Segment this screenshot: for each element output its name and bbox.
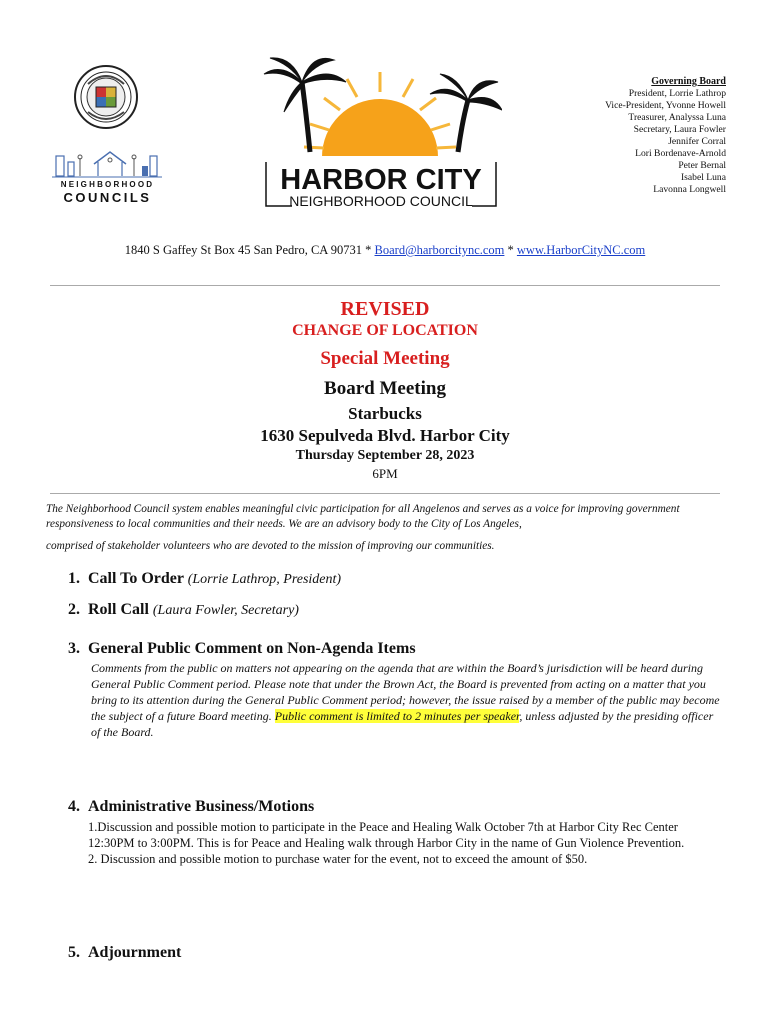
sun-icon bbox=[304, 72, 456, 157]
public-comment-body: Comments from the public on matters not appearing on the agenda that are within the Board’s jurisdiction will be heard during General Public Comment period. Please note that under the Brown Act, the Board is prevented from acting on a matter that you bring to its attention during the General Public Comment period; however, the issue raised by a member of the public may become the subject of a future Board meeting. bbox=[91, 661, 720, 723]
special-meeting-heading: Special Meeting bbox=[320, 348, 450, 369]
revised-heading: REVISED bbox=[340, 298, 430, 320]
mission-text: comprised of stakeholder volunteers who are devoted to the mission of improving our communities. bbox=[46, 540, 495, 552]
website-link[interactable]: www.HarborCityNC.com bbox=[516, 243, 646, 257]
neighborhood-councils-logo bbox=[50, 150, 165, 208]
governing-board-title: Governing Board bbox=[651, 76, 726, 87]
hc-logo-line2: NEIGHBORHOOD COUNCIL bbox=[289, 193, 473, 209]
board-meeting-heading: Board Meeting bbox=[324, 378, 446, 399]
highlighted-time-limit: Public comment is limited to 2 minutes per speaker bbox=[274, 709, 520, 723]
mission-text: The Neighborhood Council system enables meaningful civic participation for all Angelenos and serves as a voice for improving government responsiveness to local communities and their needs. We are an advisory body to the City of Los Angeles, bbox=[46, 503, 680, 530]
board-member: Vice-President, Yvonne Howell bbox=[605, 100, 726, 111]
contact-line bbox=[0, 243, 770, 258]
item-number: 1. bbox=[68, 570, 80, 587]
venue-name: Starbucks bbox=[348, 404, 422, 423]
board-member: Lavonna Longwell bbox=[653, 184, 726, 195]
hc-logo-line1: HARBOR CITY bbox=[280, 164, 482, 196]
agenda-item-4 bbox=[68, 798, 314, 816]
board-member: Secretary, Laura Fowler bbox=[633, 124, 726, 135]
divider bbox=[50, 285, 720, 286]
harbor-city-nc-logo bbox=[262, 52, 502, 212]
board-member: Peter Bernal bbox=[678, 160, 726, 171]
item-number: 2. bbox=[68, 601, 80, 618]
motions-list bbox=[88, 819, 718, 867]
venue-address: 1630 Sepulveda Blvd. Harbor City bbox=[260, 426, 510, 445]
separator: * bbox=[504, 243, 517, 257]
motion-1: 1.Discussion and possible motion to participate in the Peace and Healing Walk October 7th at Harbor City Rec Center 12:30PM to 3:00PM. This is for Peace and Healing walk through Harbor City in the name of Gun Violence Prevention. bbox=[88, 820, 685, 850]
board-member: President, Lorrie Lathrop bbox=[628, 88, 726, 99]
agenda-item-5 bbox=[68, 944, 181, 962]
motion-2: 2. Discussion and possible motion to purchase water for the event, not to exceed the amount of $50. bbox=[88, 852, 588, 866]
agenda-item-3 bbox=[68, 640, 416, 658]
agenda-item-1 bbox=[68, 570, 341, 588]
nc-logo-line1: NEIGHBORHOOD bbox=[60, 180, 155, 189]
item-title: Administrative Business/Motions bbox=[88, 798, 315, 815]
item-presenter: (Laura Fowler, Secretary) bbox=[152, 603, 299, 618]
item-title: Roll Call bbox=[88, 601, 149, 618]
mission-statement bbox=[46, 502, 726, 554]
board-member: Isabel Luna bbox=[680, 172, 726, 183]
houses-icon bbox=[50, 150, 165, 180]
item-title: General Public Comment on Non-Agenda Items bbox=[88, 640, 416, 657]
item-title: Adjournment bbox=[88, 944, 182, 961]
change-of-location-heading: CHANGE OF LOCATION bbox=[292, 322, 478, 339]
governing-board bbox=[605, 76, 726, 196]
email-link[interactable]: Board@harborcitync.com bbox=[374, 243, 505, 257]
item-title: Call To Order bbox=[88, 570, 184, 587]
item-number: 5. bbox=[68, 944, 80, 961]
public-comment-text bbox=[91, 660, 723, 740]
public-comment-tail: , unless adjusted by the presiding officer of the Board. bbox=[91, 709, 714, 739]
item-number: 3. bbox=[68, 640, 80, 657]
board-member: Treasurer, Analyssa Luna bbox=[628, 112, 726, 123]
divider bbox=[50, 493, 720, 494]
mailing-address: 1840 S Gaffey St Box 45 San Pedro, CA 90731 * bbox=[124, 243, 375, 257]
board-member: Jennifer Corral bbox=[668, 136, 726, 147]
agenda-item-2 bbox=[68, 601, 299, 619]
item-number: 4. bbox=[68, 798, 80, 815]
item-presenter: (Lorrie Lathrop, President) bbox=[187, 572, 342, 587]
meeting-date: Thursday September 28, 2023 bbox=[295, 448, 475, 463]
board-member: Lori Bordenave-Arnold bbox=[635, 148, 726, 159]
meeting-time: 6PM bbox=[372, 466, 398, 481]
nc-logo-line2: COUNCILS bbox=[63, 190, 152, 205]
city-seal-logo bbox=[74, 62, 138, 132]
palm-tree-right-icon bbox=[430, 74, 502, 152]
